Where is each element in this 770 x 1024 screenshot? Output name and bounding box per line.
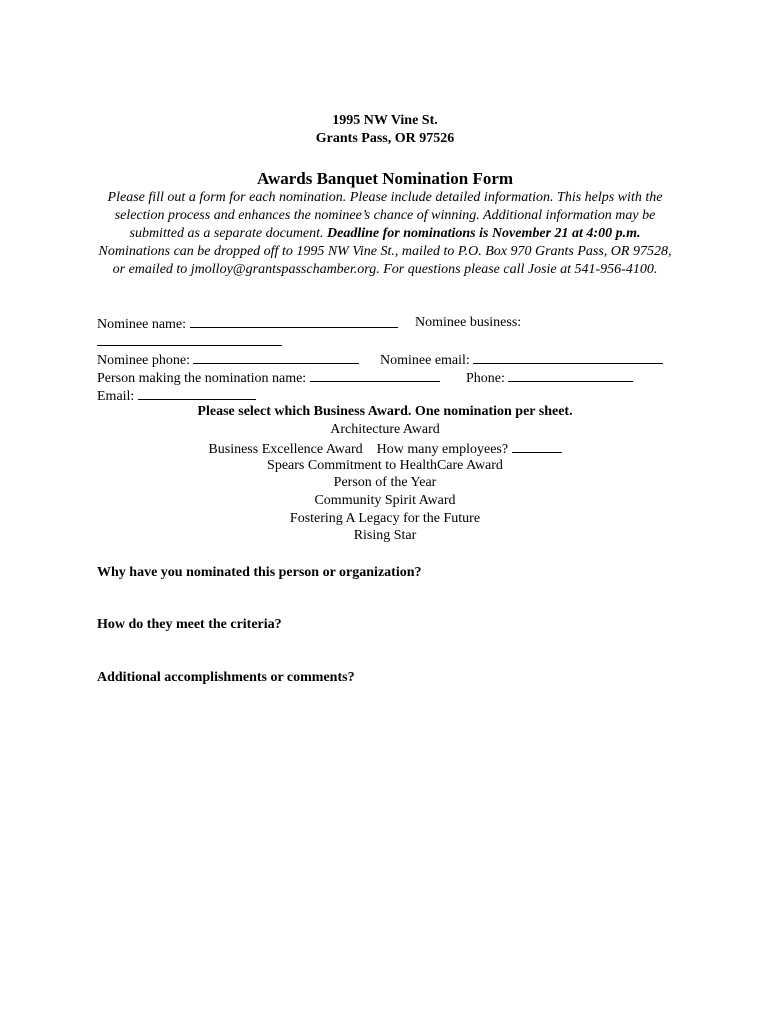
employees-field[interactable]: [512, 439, 562, 453]
award-option-business-excellence[interactable]: Business Excellence Award: [208, 442, 363, 457]
instructions-text-2: Nominations can be dropped off to 1995 NW Vine St., mailed to P.O. Box 970 Grants Pass, OR 97528, or emailed to jmolloy@grantspasschamber.org. For questions please call Josie at 541-956-4100.: [98, 243, 672, 277]
nominee-email-label: Nominee email:: [380, 353, 470, 368]
nominee-business-field[interactable]: [97, 332, 282, 346]
nominee-email-row: [380, 350, 663, 370]
award-option-fostering-legacy[interactable]: Fostering A Legacy for the Future: [289, 511, 481, 526]
nominator-name-field[interactable]: [310, 368, 440, 382]
award-option-business-excellence-row: [0, 439, 770, 459]
nominee-business-label: Nominee business:: [415, 315, 522, 330]
question-additional: Additional accomplishments or comments?: [97, 670, 355, 685]
question-criteria: How do they meet the criteria?: [97, 617, 282, 632]
email-label: Email:: [97, 389, 135, 404]
form-title: Awards Banquet Nomination Form: [256, 169, 514, 188]
nominee-name-label: Nominee name:: [97, 317, 187, 332]
address-line-2: Grants Pass, OR 97526: [315, 131, 455, 146]
award-option-rising-star[interactable]: Rising Star: [353, 528, 417, 543]
nominator-phone-row: [466, 368, 633, 388]
nominee-name-row: [97, 314, 398, 334]
email-field[interactable]: [138, 386, 256, 400]
deadline-text: Deadline for nominations is November 21 at 4:00 p.m.: [327, 225, 641, 241]
nominee-email-field[interactable]: [473, 350, 663, 364]
award-option-spears-healthcare[interactable]: Spears Commitment to HealthCare Award: [267, 458, 503, 473]
employees-label: How many employees?: [376, 442, 509, 457]
nominator-name-row: [97, 368, 440, 388]
nominator-name-label: Person making the nomination name:: [97, 371, 307, 386]
nominee-business-row: [415, 314, 521, 332]
instructions-text-1: Please fill out a form for each nomination. Please include detailed information. This helps with the selection process and enhances the nominee’s chance of winning. Additional information may be submitted as a separate document.: [107, 190, 663, 241]
form-instructions: [92, 189, 678, 279]
nominee-name-field[interactable]: [190, 314, 398, 328]
award-option-person-of-year[interactable]: Person of the Year: [333, 475, 437, 490]
nominator-phone-field[interactable]: [508, 368, 633, 382]
nominee-phone-field[interactable]: [193, 350, 359, 364]
award-option-community-spirit[interactable]: Community Spirit Award: [314, 493, 456, 508]
nominee-phone-label: Nominee phone:: [97, 353, 190, 368]
awards-heading: Please select which Business Award. One nomination per sheet.: [197, 404, 573, 419]
address-line-1: 1995 NW Vine St.: [332, 113, 438, 128]
award-option-architecture[interactable]: Architecture Award: [330, 422, 440, 437]
nominee-phone-row: [97, 350, 359, 370]
nominator-phone-label: Phone:: [466, 371, 505, 386]
nominee-business-continuation: [97, 332, 282, 352]
question-why-nominated: Why have you nominated this person or organization?: [97, 565, 422, 580]
